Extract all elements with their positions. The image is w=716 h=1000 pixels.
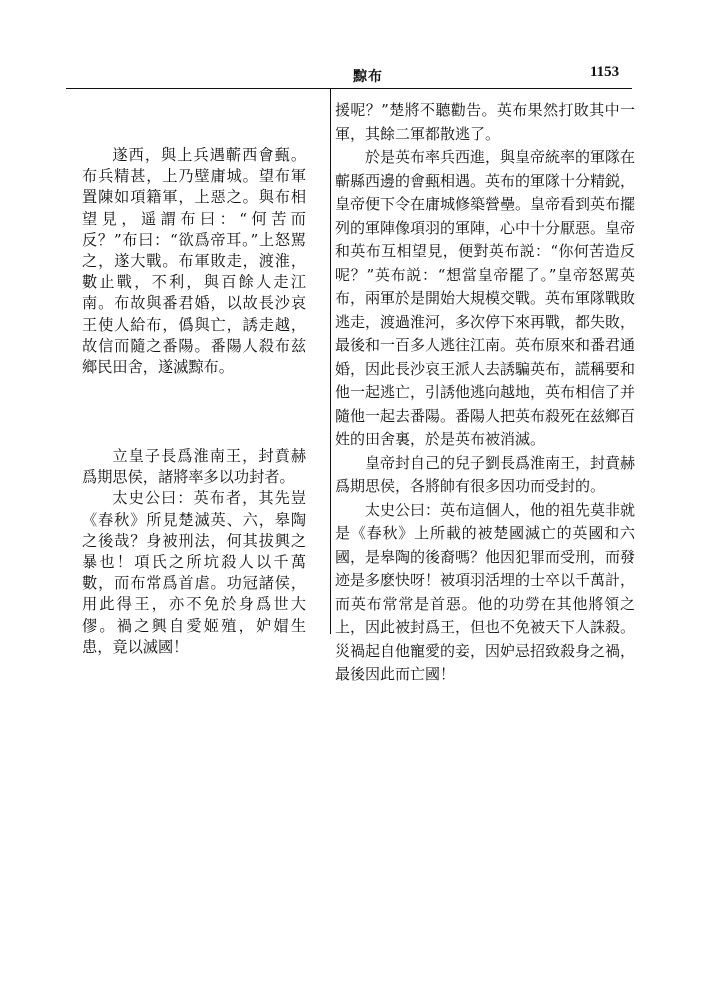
header-rule — [66, 88, 632, 89]
left-column-block-1 — [82, 145, 306, 378]
classical-paragraph-1: 遂西，與上兵遇蘄西會甀。布兵精甚，上乃壁庸城。望布軍置陳如項籍軍，上惡之。與布相望見，遥謂布曰：“何苦而反？”布曰：“欲爲帝耳。”上怒駡之，遂大戰。布軍敗走，渡淮，數止戰，不利，與百餘人走江南。布故與番君婚，以故長沙哀王使人給布，僞與亡，誘走越，故信而隨之番陽。番陽人殺布兹鄉民田舍，遂滅黥布。 — [82, 146, 306, 377]
left-column-block-2 — [82, 446, 306, 658]
running-title: 黥布 — [353, 69, 383, 85]
column-divider — [330, 89, 331, 634]
classical-paragraph-2: 立皇子長爲淮南王，封賁赫爲期思侯，諸將率多以功封者。 — [82, 447, 306, 487]
translation-paragraph-3: 太史公曰：英布這個人，他的祖先莫非就是《春秋》上所載的被楚國滅亡的英國和六國，是皋陶的後裔嗎？他因犯罪而受刑，而發迹是多麽快呀！被項羽活埋的士卒以千萬計，而英布常常是首惡。他的功勞在其他將領之上，因此被封爲王，但也不免被天下人誅殺。災禍起自他寵愛的妾，因妒忌招致殺身之禍，最後因此而亡國！ — [335, 500, 636, 683]
right-column — [335, 99, 635, 687]
translation-paragraph-1: 於是英布率兵西進，與皇帝統率的軍隊在蘄縣西邊的會甀相遇。英布的軍隊十分精鋭，皇帝便下令在庸城修築營壘。皇帝看到英布擺列的軍陣像項羽的軍陣，心中十分厭惡。皇帝和英布互相望見，便對英布説：“你何苦造反呢？”英布説：“想當皇帝罷了。”皇帝怒駡英布，兩軍於是開始大規模交戰。英布軍隊戰敗逃走，渡過淮河，多次停下來再戰，都失敗，最後和一百多人逃往江南。英布原來和番君通婚，因此長沙哀王派人去誘騙英布，謊稱要和他一起逃亡，引誘他逃向越地，英布相信了并隨他一起去番陽。番陽人把英布殺死在兹鄉百姓的田舍裏，於是英布被消滅。 — [335, 148, 636, 448]
classical-paragraph-3: 太史公曰：英布者，其先豈《春秋》所見楚滅英、六，皋陶之後哉？身被刑法，何其拔興之暴也！項氏之所坑殺人以千萬數，而布常爲首虐。功冠諸侯，用此得王，亦不免於身爲世大僇。禍之興自愛姬殖，妒媢生患，竟以滅國！ — [82, 489, 306, 656]
page-number: 1153 — [590, 64, 620, 80]
translation-paragraph-0: 援呢？”楚將不聽勸告。英布果然打敗其中一軍，其餘二軍都散逃了。 — [335, 101, 635, 143]
translation-paragraph-2: 皇帝封自己的兒子劉長爲淮南王，封賁赫爲期思侯，各將帥有很多因功而受封的。 — [335, 453, 636, 495]
